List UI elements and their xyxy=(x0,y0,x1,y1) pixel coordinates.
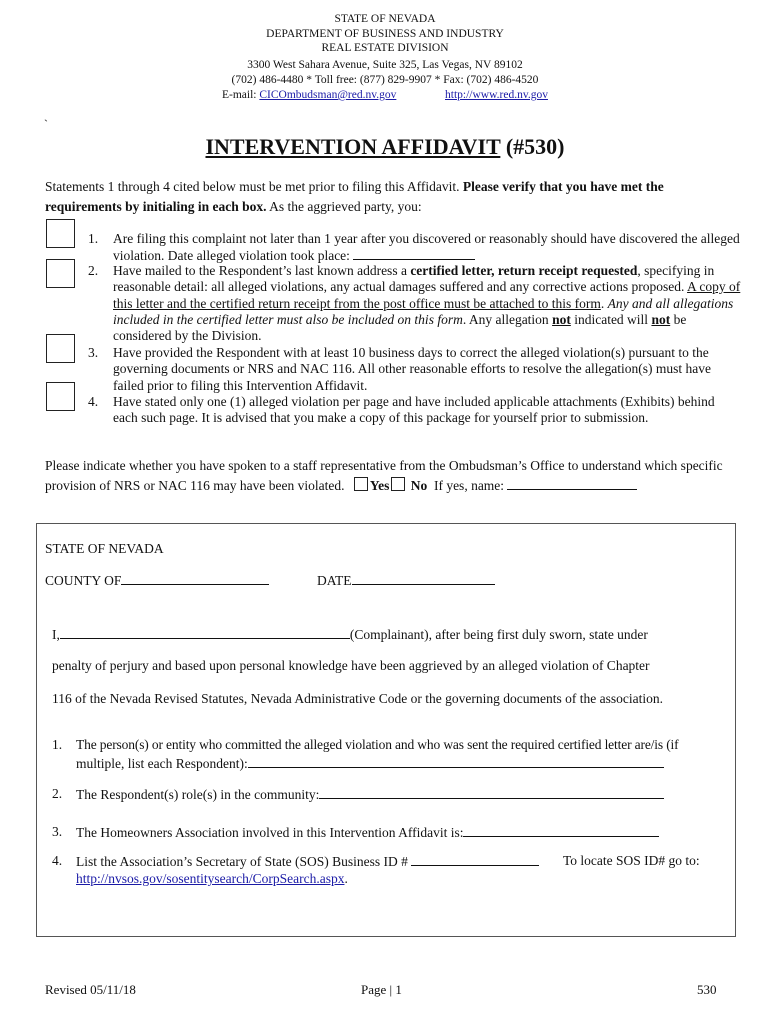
intro-instruction: Please verify that you have met the requirements by initialing in each box. xyxy=(45,179,664,214)
sworn-line-2: penalty of perjury and based upon personal knowledge have been aggrieved by an alleged violation of Chapter xyxy=(52,658,650,673)
county-line xyxy=(45,572,269,589)
role-field[interactable] xyxy=(319,786,664,799)
yes-checkbox[interactable] xyxy=(354,477,368,491)
respondent-field[interactable] xyxy=(248,755,664,768)
respondent-label: multiple, list each Respondent): xyxy=(76,756,248,771)
website-link[interactable]: http://www.red.nv.gov xyxy=(445,89,548,101)
form-question-1-text: The person(s) or entity who committed the alleged violation and who was sent the required certified letter are/is (if xyxy=(76,737,679,752)
statement-text: Have provided the Respondent with at least 10 business days to correct the alleged violation(s) pursuant to the governing documents or NRS and NAC 116. All other reasonable efforts to resolve the allegation(s) must have failed prior to filing this Intervention Affidavit. xyxy=(113,345,711,393)
form-question-2 xyxy=(76,786,664,803)
association-label: The Homeowners Association involved in this Intervention Affidavit is: xyxy=(76,825,464,840)
no-checkbox[interactable] xyxy=(391,477,405,491)
form-question-3 xyxy=(76,824,659,841)
county-field[interactable] xyxy=(121,572,269,585)
title-main: INTERVENTION AFFIDAVIT xyxy=(205,134,501,159)
stray-mark: ` xyxy=(44,117,48,131)
sos-search-link[interactable]: http://nvsos.gov/sosentitysearch/CorpSearch.aspx xyxy=(76,871,345,886)
statement-not-emphasis: not xyxy=(651,311,671,327)
sworn-line-3: 116 of the Nevada Revised Statutes, Nevada Administrative Code or the governing documents of the association. xyxy=(52,691,663,706)
date-line xyxy=(317,572,495,589)
complainant-name-field[interactable] xyxy=(60,626,350,639)
sos-locate-label: To locate SOS ID# go to: xyxy=(563,853,700,868)
form-question-4 xyxy=(76,853,539,870)
yes-label: Yes xyxy=(369,478,390,493)
initial-box-2[interactable] xyxy=(46,259,75,288)
page-title xyxy=(0,134,770,160)
sworn-text: (Complainant), after being first duly sworn, state under xyxy=(349,627,648,642)
header-state: STATE OF NEVADA xyxy=(334,13,436,25)
statement-text: Have stated only one (1) alleged violation per page and have included applicable attachments (Exhibits) behind each such page. It is advised that you make a copy of this package for yourself prior to submission. xyxy=(113,394,715,426)
form-question-3-number: 3. xyxy=(52,824,63,839)
initial-box-3[interactable] xyxy=(46,334,75,363)
date-field[interactable] xyxy=(352,572,495,585)
ombudsman-question xyxy=(45,456,745,496)
statement-text: Are filing this complaint not later than 1 year after you discovered or reasonably should have discovered the alleged violation. Date alleged violation took place: xyxy=(113,231,740,264)
statement-number: 4. xyxy=(88,394,99,409)
statement-not-emphasis: not xyxy=(552,311,571,327)
statement-text: be considered by the Division. xyxy=(113,311,687,344)
statement-number: 1. xyxy=(88,231,99,246)
if-yes-label: If yes, name: xyxy=(433,478,505,493)
intro-paragraph xyxy=(45,177,735,217)
statement-emphasis: certified letter, return receipt requested xyxy=(410,263,638,278)
association-field[interactable] xyxy=(463,824,659,837)
statement-text: , specifying in reasonable detail: all alleged violations, any actual damages suffered and any corrective actions proposed. xyxy=(113,263,715,295)
no-label: No xyxy=(410,478,428,493)
email-link[interactable]: CICOmbudsman@red.nv.gov xyxy=(259,89,397,101)
violation-date-field[interactable] xyxy=(353,247,475,260)
staff-name-field[interactable] xyxy=(507,477,637,490)
sos-id-label: List the Association’s Secretary of State (SOS) Business ID # xyxy=(76,854,408,869)
date-label: DATE xyxy=(317,573,352,588)
sworn-line-1 xyxy=(52,626,648,643)
header-address: 3300 West Sahara Avenue, Suite 325, Las Vegas, NV 89102 xyxy=(247,59,523,71)
initial-box-4[interactable] xyxy=(46,382,75,411)
statement-number: 2. xyxy=(88,263,99,278)
title-number: (#530) xyxy=(505,134,565,159)
statement-text: . xyxy=(600,295,608,311)
statement-text: Have mailed to the Respondent’s last known address a xyxy=(113,263,411,278)
statement-text: . Any allegation xyxy=(462,311,553,327)
statement-attachment-note: A copy of this letter and the certified return receipt from the post office must be attached to this form xyxy=(113,279,741,311)
intro-text-end: As the aggrieved party, you: xyxy=(266,199,422,214)
form-question-2-number: 2. xyxy=(52,786,63,801)
sos-link-line xyxy=(76,871,348,887)
statement-number: 3. xyxy=(88,345,99,360)
form-number: 530 xyxy=(697,982,717,997)
header-department: DEPARTMENT OF BUSINESS AND INDUSTRY xyxy=(266,27,504,40)
question-text: Please indicate whether you have spoken to a staff representative from the Ombudsman’s Office to understand which specific provision of NRS or NAC 116 may have been violated. xyxy=(45,458,723,493)
sos-link-period: . xyxy=(344,871,348,886)
intro-text: Statements 1 through 4 cited below must be met prior to filing this Affidavit. xyxy=(45,179,463,194)
county-label: COUNTY OF xyxy=(45,573,122,588)
form-question-4-number: 4. xyxy=(52,853,63,868)
initial-box-1[interactable] xyxy=(46,219,75,248)
email-label: E-mail: xyxy=(222,89,257,101)
sworn-i: I, xyxy=(52,627,60,642)
header-email-line xyxy=(222,89,396,101)
form-state: STATE OF NEVADA xyxy=(45,541,164,556)
form-question-1-line2 xyxy=(76,755,664,772)
revised-date: Revised 05/11/18 xyxy=(45,982,136,997)
page-number: Page | 1 xyxy=(361,982,402,997)
statement-italic-note: Any and all allegations included in the certified letter must also be included on this form xyxy=(113,295,734,327)
header-phones: (702) 486-4480 * Toll free: (877) 829-9907 * Fax: (702) 486-4520 xyxy=(231,74,539,86)
statement-text: indicated will xyxy=(570,311,652,327)
role-label: The Respondent(s) role(s) in the community: xyxy=(76,787,320,802)
form-question-1-number: 1. xyxy=(52,737,63,752)
header-division: REAL ESTATE DIVISION xyxy=(321,42,449,54)
sos-id-field[interactable] xyxy=(411,853,539,866)
